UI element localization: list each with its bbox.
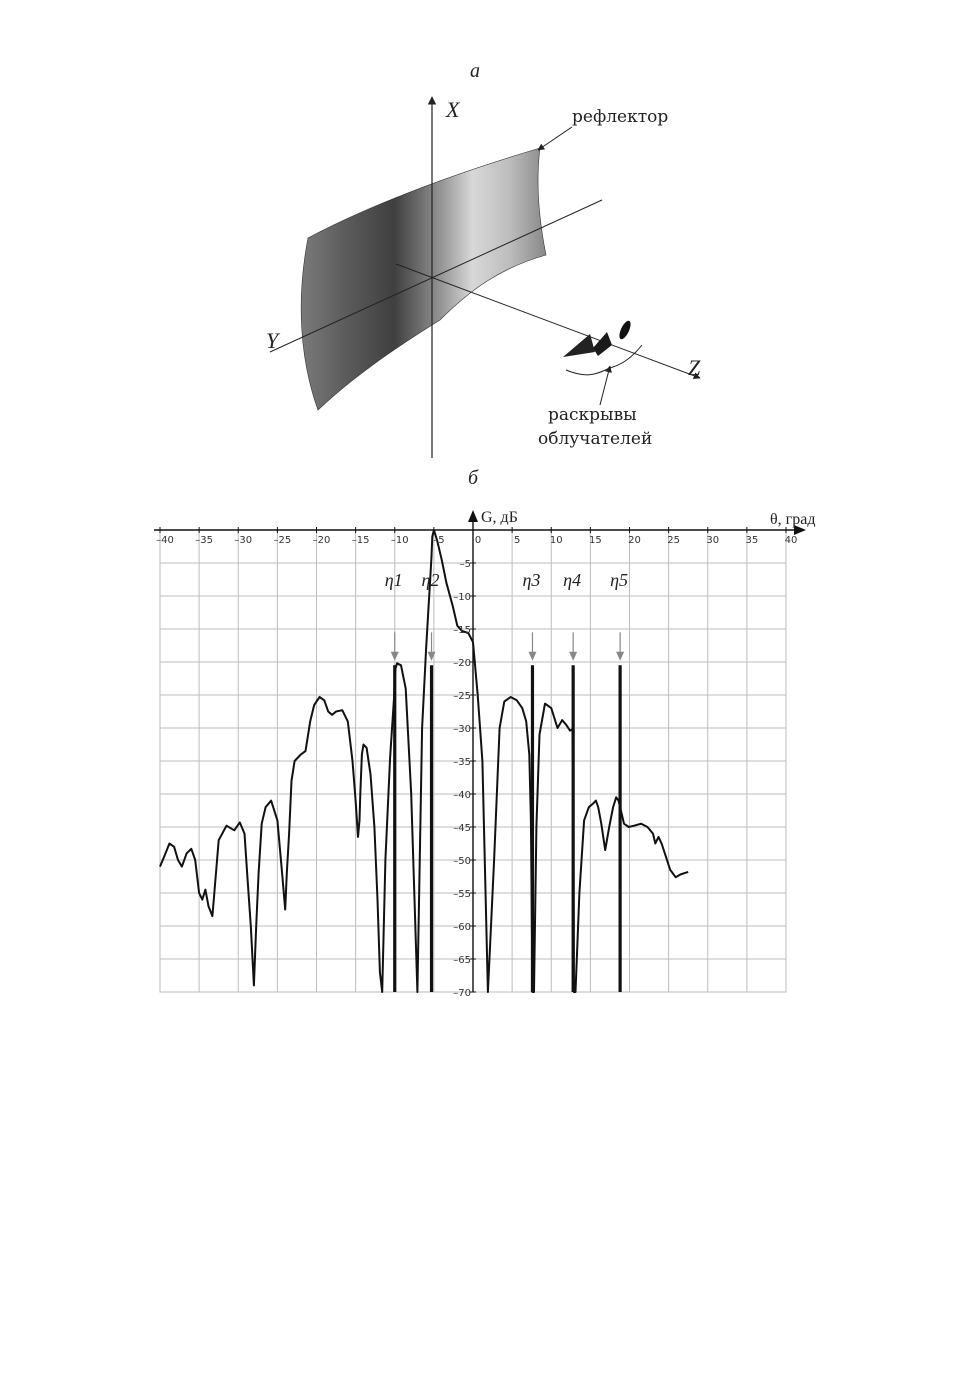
x-tick-label: 25 [667,535,680,546]
marker-arrow-head [528,652,536,661]
x-tick-label: –20 [312,535,331,546]
y-tick-label: –65 [453,955,471,966]
x-tick-label: 0 [474,535,482,546]
marker-label: η2 [421,570,440,591]
x-tick-label: 5 [513,535,521,546]
panel-a-label: а [470,60,480,82]
x-tick-label: –25 [273,535,292,546]
y-tick-label: –15 [453,625,471,636]
y-tick-label: –45 [453,823,471,834]
x-tick-label: –10 [390,535,409,546]
feeds-label-line2: облучателей [538,429,653,449]
panel-b-label: б [468,467,479,489]
y-axis-arrow [468,510,478,522]
marker-label: η5 [610,570,629,591]
y-tick-label: –70 [453,988,471,999]
axis-y-label: Y [266,328,279,353]
chart-markers [385,570,628,661]
y-tick-label: –55 [453,889,471,900]
marker-label: η1 [384,570,403,591]
marker-label: η3 [522,570,541,591]
y-axis-title: G, дБ [481,509,518,526]
axis-z-label: Z [688,355,701,380]
x-tick-label: 10 [549,535,563,546]
x-axis-title: θ, град [770,511,816,528]
marker-arrow-head [616,652,624,661]
feeds-label-line1: раскрывы [548,405,637,425]
x-tick-label: –5 [433,535,445,546]
x-tick-label: 40 [784,535,798,546]
y-tick-label: –25 [453,691,471,702]
marker-arrow-head [569,652,577,661]
x-tick-label: 30 [706,535,720,546]
x-tick-label: 35 [745,535,759,546]
x-tick-label: –35 [195,535,213,546]
x-tick-label: –30 [234,535,253,546]
y-tick-label: –30 [453,724,471,735]
x-tick-label: 15 [589,535,602,546]
y-tick-label: –60 [453,922,471,933]
x-tick-label: 20 [628,535,641,546]
marker-label: η4 [563,570,582,591]
axis-x-label: X [446,97,460,122]
y-tick-label: –10 [453,592,471,603]
y-tick-label: –20 [453,658,471,669]
x-tick-label: –15 [351,535,370,546]
y-tick-label: –5 [459,559,471,570]
y-tick-label: –35 [453,757,471,768]
marker-arrow-head [391,652,399,661]
y-tick-label: –40 [453,790,471,801]
x-tick-label: –40 [156,535,174,546]
y-tick-label: –50 [453,856,471,867]
reflector-label: рефлектор [572,107,669,127]
